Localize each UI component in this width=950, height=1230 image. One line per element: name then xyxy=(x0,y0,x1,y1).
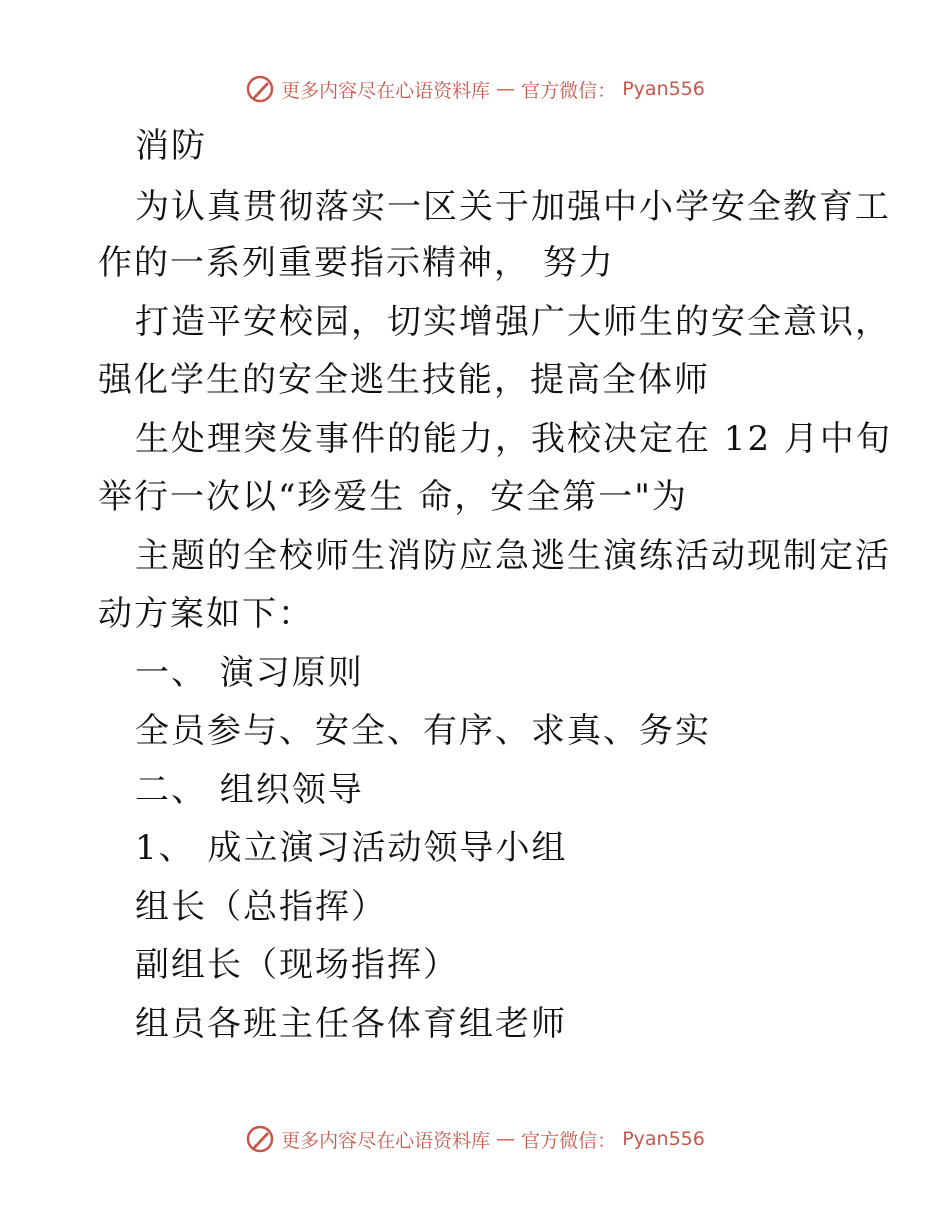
text-line: 副组长（现场指挥） xyxy=(135,945,459,985)
watermark-separator: — xyxy=(496,1128,516,1150)
watermark-separator: — xyxy=(496,78,516,100)
subsection-heading: 1、 成立演习活动领导小组 xyxy=(135,828,568,868)
section-heading: 二、 组织领导 xyxy=(135,770,364,810)
text-line: 举行一次以“珍爱生 命，安全第一"为 xyxy=(98,477,688,517)
watermark-text: 更多内容尽在心语资料库 xyxy=(281,1129,491,1152)
text-line: 打造平安校园，切实增强广大师生的安全意识， xyxy=(135,302,891,342)
footer-watermark xyxy=(0,1124,950,1154)
text-line: 动方案如下： xyxy=(98,594,314,634)
text-line: 作的一系列重要指示精神， 努力 xyxy=(98,243,615,283)
watermark-text: 更多内容尽在心语资料库 xyxy=(281,79,491,102)
pen-logo-icon xyxy=(245,1124,275,1154)
text-line: 为认真贯彻落实一区关于加强中小学安全教育工 xyxy=(135,187,891,227)
text-line: 消防 xyxy=(135,126,207,166)
watermark-id: Pyan556 xyxy=(622,1128,705,1150)
text-line: 全员参与、安全、有序、求真、务实 xyxy=(135,711,711,751)
watermark-id: Pyan556 xyxy=(622,78,705,100)
text-line: 组长（总指挥） xyxy=(135,887,387,927)
header-watermark xyxy=(0,74,950,104)
pen-logo-icon xyxy=(245,74,275,104)
text-line: 生处理突发事件的能力，我校决定在 12 月中旬 xyxy=(135,419,892,459)
text-line: 强化学生的安全逃生技能，提高全体师 xyxy=(98,360,710,400)
watermark-label: 官方微信： xyxy=(521,1129,617,1152)
watermark-label: 官方微信： xyxy=(521,79,617,102)
text-line: 组员各班主任各体育组老师 xyxy=(135,1004,567,1044)
text-line: 主题的全校师生消防应急逃生演练活动现制定活 xyxy=(135,536,891,576)
section-heading: 一、 演习原则 xyxy=(135,653,364,693)
